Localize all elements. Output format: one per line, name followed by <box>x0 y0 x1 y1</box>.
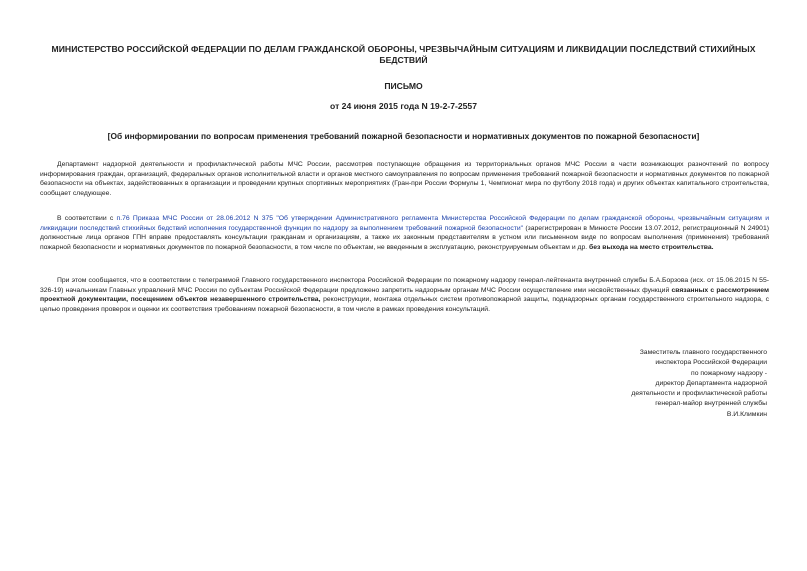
paragraph-1: Департамент надзорной деятельности и профилактической работы МЧС России, рассмотрев поступающие обращения из территориальных органов МЧС России в части возникающих разночтений по вопросу информирования граждан, организаций, федеральных органов исполнительной власти и органов местного самоуправления по вопросам применения требований пожарной безопасности и нормативных документов по пожарной безопасности на объектах, задействованных в организации и проведении крупных спортивных мероприятиях (Гран-при России Формулы 1, Чемпионат мира по футболу 2018 года) и других объектах капитального строительства, сообщает следующее. <box>40 161 769 198</box>
paragraph-2-middle: (зарегистрирован в Минюсте России 13.07.2012, регистрационный N 24901) должностные лица органов ГПН вправе предоставлять консультации гражданам и организациям, а также их законным представителям в устном или письменном виде по вопросам выполнения (применения) требований пожарной безопасности и нормативных документов по пожарной безопасности, в том числе по объектам, не введенным в эксплуатацию, реконструируемым объектам и др. <box>40 224 770 252</box>
signature-line: директор Департамента надзорной <box>655 379 767 387</box>
signature-line: инспектора Российской Федерации <box>655 359 767 367</box>
paragraph-3-suffix: реконструкции, монтажа отдельных систем противопожарной защиты, поднадзорных органам государственного строительного надзора, с целью проведения проверок и оценки их соответствия требованиям пожарной безопасности, в том числе в рамках проведения консультаций. <box>40 296 769 314</box>
paragraph-3-bold: связанных с рассмотрением проектной документации, посещением объектов незавершенного строительства, <box>40 286 770 304</box>
paragraph-2 <box>40 214 769 253</box>
signature-line: Заместитель главного государственного <box>639 349 767 356</box>
paragraph-2-prefix: В соответствии с <box>57 215 117 222</box>
signature-block <box>567 348 767 420</box>
document-subject: [Об информировании по вопросам применения требований пожарной безопасности и нормативных документов по пожарной безопасности] <box>107 131 700 141</box>
document-type: ПИСЬМО <box>384 81 423 91</box>
ministry-heading: МИНИСТЕРСТВО РОССИЙСКОЙ ФЕДЕРАЦИИ ПО ДЕЛАМ ГРАЖДАНСКОЙ ОБОРОНЫ, ЧРЕЗВЫЧАЙНЫМ СИТУАЦИЯМ И ЛИКВИДАЦИИ ПОСЛЕДСТВИЙ СТИХИЙНЫХ БЕДСТВИЙ <box>51 44 756 65</box>
paragraph-3 <box>40 276 769 315</box>
signature-line: генерал-майор внутренней службы <box>655 400 767 408</box>
order-375-link[interactable]: п.76 Приказа МЧС России от 28.06.2012 N 375 "Об утверждении Административного регламента Министерства Российской Федерации по делам гражданской обороны, чрезвычайным ситуациям и ликвидации последствий стихийных бедствий исполнения государственной функции по надзору за выполнением требований пожарной безопасности" <box>40 215 769 232</box>
document-date-number: от 24 июня 2015 года N 19-2-7-2557 <box>330 101 477 111</box>
signature-line: по пожарному надзору - <box>691 369 767 377</box>
paragraph-3-prefix: При этом сообщается, что в соответствии с телеграммой Главного государственного инспектора Российской Федерации по пожарному надзору генерал-лейтенанта внутренней службы Б.А.Борзова (исх. от 15.06.2015 N 55-326-19) начальникам Главных управлений МЧС России по субъектам Российской Федерации предложено запретить надзорным органам МЧС России осуществление ими несвойственных функций <box>40 277 769 294</box>
paragraph-2-bold: без выхода на место строительства. <box>589 244 714 252</box>
signatory-name: В.И.Климкин <box>726 410 767 418</box>
signature-line: деятельности и профилактической работы <box>631 390 767 398</box>
